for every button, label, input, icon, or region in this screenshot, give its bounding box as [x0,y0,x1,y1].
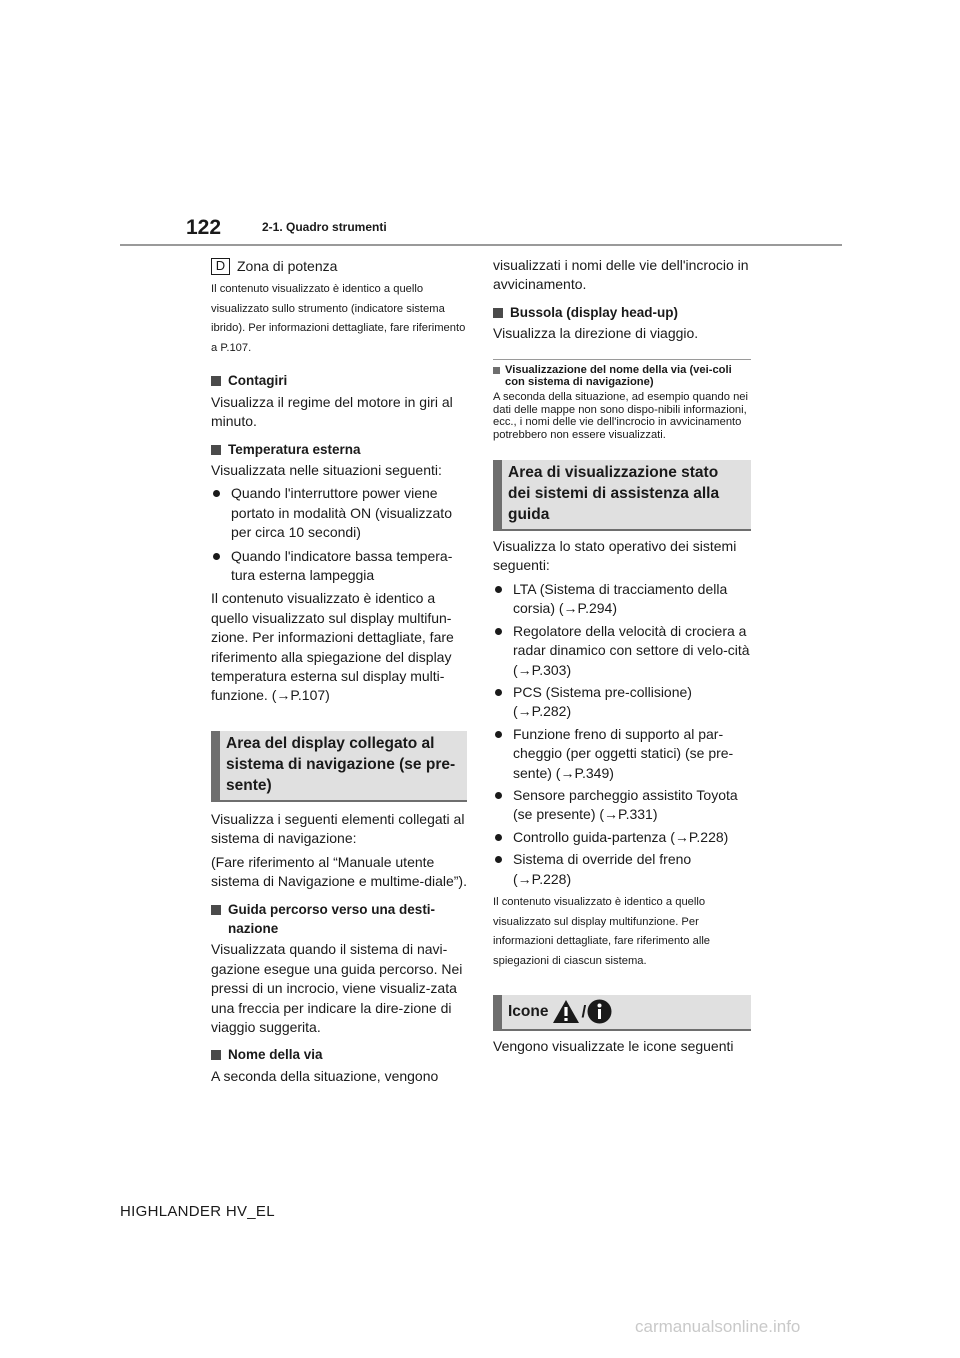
street-name-continued: visualizzati i nomi delle vie dell'incrocio in avvicinamento. [493,257,749,293]
route-guidance-text: Visualizzata quando il sistema di navi-gazione esegue una guida percorso. Nei pressi di un incrocio, viene visualiz-zata una freccia per indicare la dire-zione di viaggio suggerita. [211,941,463,1035]
zone-note: Il contenuto visualizzato è identico a quello visualizzato sullo strumento (indicatore sistema ibrido). Per informazioni dettagliate, fare riferimento a P.107. [211,283,466,354]
square-bullet-icon [211,445,221,455]
list-item: Funzione freno di supporto al par-cheggio (per oggetti statici) (se pre-sente) (→P.349) [493,725,751,783]
subheading-street-name: Nome della via [211,1045,467,1064]
list-item: Regolatore della velocità di crociera a radar dinamico con settore di velo-cità (→P.303) [493,622,751,680]
navigation-reference: (Fare riferimento al “Manuale utente sistema di Navigazione e multime-diale”). [211,853,467,890]
watermark: carmanualsonline.info [635,1317,801,1336]
icons-heading-symbols [552,999,612,1024]
subheading-compass: Bussola (display head-up) [493,303,751,322]
outside-temp-text: Visualizzata nelle situazioni seguenti: [211,462,442,478]
bullet-dot-icon [495,834,502,841]
warning-triangle-icon [552,999,580,1024]
bullet-dot-icon [213,553,220,560]
street-name-text: A seconda della situazione, vengono [211,1067,439,1084]
subheading-route-guidance: Guida percorso verso una desti-nazione [211,900,467,939]
zone-heading [211,256,467,276]
tachometer-text: Visualizza il regime del motore in giri al minuto. [211,393,453,430]
header-divider [120,244,842,246]
list-item: PCS (Sistema pre-collisione) (→P.282) [493,683,751,722]
bullet-dot-icon [495,628,502,635]
list-item: Controllo guida-partenza (→P.228) [493,828,751,847]
footer-model: HIGHLANDER HV_EL [120,1203,275,1220]
list-item: LTA (Sistema di tracciamento della corsia) (→P.294) [493,580,751,619]
list-item: Quando l'interruttore power viene portato in modalità ON (visualizzato per circa 10 secondi) [211,484,467,542]
info-circle-icon [587,999,612,1024]
compass-text: Visualizza la direzione di viaggio. [493,325,699,342]
list-item: Sensore parcheggio assistito Toyota (se presente) (→P.331) [493,786,751,825]
bullet-dot-icon [495,731,502,738]
square-bullet-icon [211,1050,221,1060]
bullet-dot-icon [495,689,502,696]
section-heading-driving-assist: Area di visualizzazione stato dei sistemi di assistenza alla guida [493,460,751,531]
callout-title: Visualizzazione del nome della via (vei-coli con sistema di navigazione) [493,364,751,389]
bullet-dot-icon [495,586,502,593]
square-bullet-icon [211,376,221,386]
bullet-dot-icon [495,856,502,863]
outside-temp-paragraph: Il contenuto visualizzato è identico a quello visualizzato sul display multifun-zione. Per informazioni dettagliate, fare riferimento alla spiegazione del display temperatura esterna sul display multi-funzione. (→P.107) [211,590,454,704]
driving-assist-note: Il contenuto visualizzato è identico a quello visualizzato sul display multifunzione. Per informazioni dettagliate, fare riferimento alle spiegazioni di ciascun sistema. [493,895,711,967]
section-heading-navigation: Area del display collegato al sistema di navigazione (se pre-sente) [211,731,467,802]
zone-title: Zona di potenza [237,258,338,274]
left-column [211,256,467,1086]
icons-separator: / [581,1001,587,1021]
chapter-title: 2-1. Quadro strumenti [262,220,387,234]
square-bullet-icon [493,367,500,374]
icons-text: Vengono visualizzate le icone seguenti [493,1038,734,1055]
callout-divider [493,359,751,360]
subheading-outside-temp: Temperatura esterna [211,440,467,459]
navigation-text: Visualizza i seguenti elementi collegati al sistema di navigazione: [211,810,465,847]
zone-letter-badge: D [211,258,230,275]
list-item: Quando l'indicatore bassa tempera-tura esterna lampeggia [211,547,467,586]
subheading-tachometer: Contagiri [211,371,467,390]
section-heading-icons: Icone / [493,995,751,1031]
page-number: 122 [186,216,222,239]
bullet-dot-icon [213,490,220,497]
driving-assist-text: Visualizza lo stato operativo dei sistemi seguenti: [493,538,737,574]
square-bullet-icon [211,905,221,915]
square-bullet-icon [493,308,503,318]
bullet-dot-icon [495,792,502,799]
list-item: Sistema di override del freno (→P.228) [493,850,751,889]
callout-text: A seconda della situazione, ad esempio quando nei dati delle mappe non sono dispo-nibili informazioni, ecc., i nomi delle vie dell'incrocio in avvicinamento potrebbero non essere visualizzati. [493,391,749,441]
right-column [493,256,751,1057]
